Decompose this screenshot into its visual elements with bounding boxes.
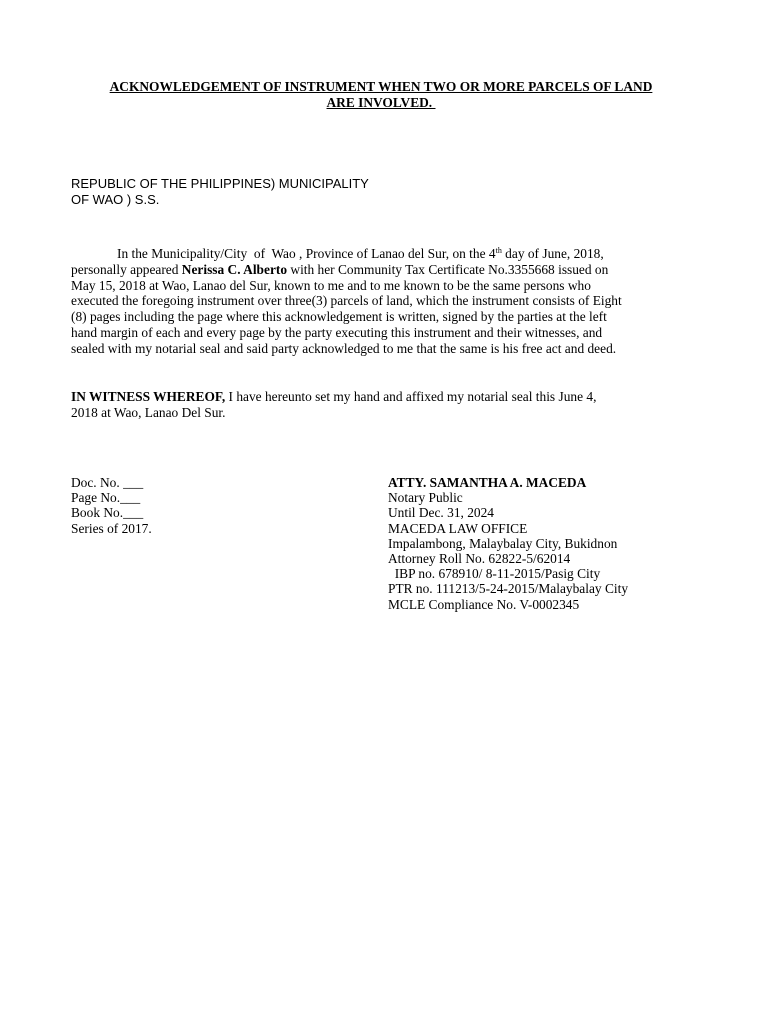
- mcle-compliance: MCLE Compliance No. V-0002345: [388, 596, 580, 612]
- notary-title: Notary Public: [388, 490, 463, 506]
- ordinal-suffix: th: [495, 246, 502, 255]
- paragraph-line-6: hand margin of each and every page by the party executing this instrument and their witnesses, and: [71, 324, 603, 340]
- series-year: Series of 2017.: [71, 520, 152, 536]
- office-address: Impalambong, Malaybalay City, Bukidnon: [388, 535, 618, 551]
- commission-expiry: Until Dec. 31, 2024: [388, 505, 494, 521]
- notarial-register-block: [71, 475, 351, 536]
- title-line-1: ACKNOWLEDGEMENT OF INSTRUMENT WHEN TWO OR MORE PARCELS OF LAND: [109, 79, 653, 94]
- ibp-number: IBP no. 678910/ 8-11-2015/Pasig City: [388, 566, 601, 582]
- witness-heading: IN WITNESS WHEREOF,: [71, 389, 226, 404]
- paragraph-line-7: sealed with my notarial seal and said party acknowledged to me that the same is his free act and deed.: [71, 340, 617, 356]
- paragraph-text: personally appeared: [71, 261, 182, 277]
- paragraph-line-5: (8) pages including the page where this acknowledgement is written, signed by the parties at the left: [71, 309, 607, 325]
- paragraph-line-1: [71, 246, 693, 262]
- venue-caption: [71, 176, 369, 208]
- acknowledgement-paragraph: [71, 246, 693, 357]
- witness-line-2: 2018 at Wao, Lanao Del Sur.: [71, 404, 226, 420]
- paragraph-text: In the Municipality/City of Wao , Province of Lanao del Sur, on the 4: [117, 246, 496, 261]
- paragraph-text: day of June, 2018,: [501, 246, 604, 261]
- document-title: [70, 79, 692, 111]
- doc-number: Doc. No. ___: [71, 475, 144, 490]
- paragraph-line-3: May 15, 2018 at Wao, Lanao del Sur, known to me and to me known to be the same persons who: [71, 277, 591, 293]
- appearing-party-name: Nerissa C. Alberto: [181, 261, 288, 277]
- witness-line-1: [71, 389, 693, 405]
- page-number: Page No.___: [71, 490, 141, 506]
- title-line-2: ARE INVOLVED.: [326, 94, 436, 110]
- witness-text: I have hereunto set my hand and affixed my notarial seal this June 4,: [225, 389, 597, 404]
- notary-name: ATTY. SAMANTHA A. MACEDA: [388, 475, 587, 490]
- paragraph-text: with her Community Tax Certificate No.3355668 issued on: [287, 261, 609, 277]
- caption-line-2: OF WAO ) S.S.: [71, 192, 160, 207]
- law-office: MACEDA LAW OFFICE: [388, 520, 528, 536]
- paragraph-line-2: [71, 262, 693, 278]
- paragraph-line-4: executed the foregoing instrument over three(3) parcels of land, which the instrument consists of Eight: [71, 293, 622, 309]
- caption-line-1: REPUBLIC OF THE PHILIPPINES) MUNICIPALITY: [71, 176, 369, 191]
- witness-clause: [71, 389, 693, 421]
- notary-signature-block: [388, 475, 748, 612]
- attorney-roll-number: Attorney Roll No. 62822-5/62014: [388, 551, 571, 567]
- book-number: Book No.___: [71, 505, 144, 521]
- ptr-number: PTR no. 111213/5-24-2015/Malaybalay City: [388, 581, 629, 597]
